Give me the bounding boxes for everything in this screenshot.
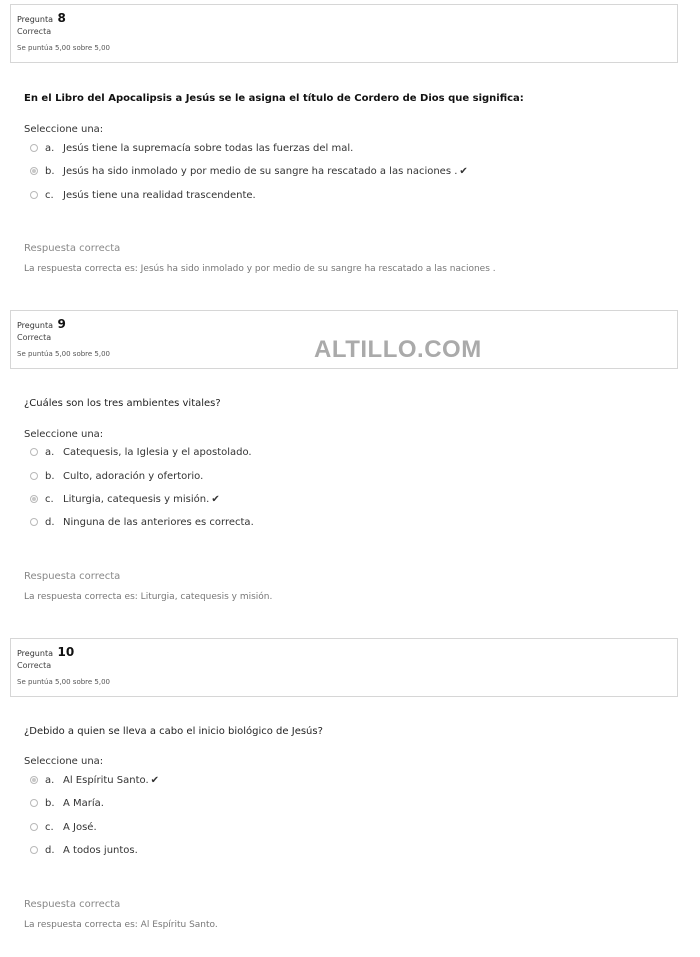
radio-button[interactable]: [30, 448, 38, 456]
option-letter: c.: [45, 493, 54, 505]
select-prompt: Seleccione una:: [24, 124, 104, 135]
select-prompt: Seleccione una:: [24, 756, 104, 767]
option-text: Jesús tiene la supremacía sobre todas las fuerzas del mal.: [63, 142, 354, 154]
radio-button-selected[interactable]: [30, 776, 38, 784]
option-letter: a.: [45, 774, 55, 786]
question-number-value: 8: [57, 11, 66, 25]
question-state: Correcta: [17, 661, 52, 670]
question-label: Pregunta: [17, 15, 53, 24]
question-8-info: [10, 4, 678, 63]
option-text: Al Espíritu Santo.: [63, 774, 149, 786]
question-label: Pregunta: [17, 321, 53, 330]
option-c[interactable]: [30, 820, 97, 834]
option-text: A José.: [63, 821, 97, 833]
question-grade: Se puntúa 5,00 sobre 5,00: [17, 678, 111, 686]
option-b[interactable]: [30, 164, 468, 178]
question-number: [17, 317, 677, 332]
select-prompt: Seleccione una:: [24, 429, 104, 440]
option-letter: a.: [45, 446, 55, 458]
option-letter: d.: [45, 844, 55, 856]
feedback-title: Respuesta correcta: [24, 243, 121, 254]
correct-check-icon: ✔: [211, 493, 220, 505]
option-letter: c.: [45, 189, 54, 201]
option-letter: c.: [45, 821, 54, 833]
question-state: Correcta: [17, 333, 52, 342]
correct-check-icon: ✔: [150, 774, 160, 786]
correct-check-icon: ✔: [459, 165, 468, 177]
radio-button[interactable]: [30, 518, 38, 526]
option-a[interactable]: [30, 445, 252, 459]
option-letter: b.: [45, 470, 55, 482]
option-text: Culto, adoración y ofertorio.: [63, 470, 204, 482]
option-letter: a.: [45, 142, 55, 154]
question-state: Correcta: [17, 27, 52, 36]
question-10-info: [10, 638, 678, 697]
option-text: Liturgia, catequesis y misión.: [63, 493, 210, 505]
radio-button[interactable]: [30, 799, 38, 807]
question-number: [17, 645, 677, 660]
option-c[interactable]: [30, 492, 220, 506]
option-d[interactable]: [30, 843, 138, 857]
option-a[interactable]: [30, 773, 159, 787]
feedback-title: Respuesta correcta: [24, 571, 121, 582]
radio-button-selected[interactable]: [30, 167, 38, 175]
question-label: Pregunta: [17, 649, 53, 658]
option-text: Jesús ha sido inmolado y por medio de su sangre ha rescatado a las naciones .: [63, 165, 458, 177]
question-grade: Se puntúa 5,00 sobre 5,00: [17, 44, 111, 52]
option-b[interactable]: [30, 796, 104, 810]
radio-button[interactable]: [30, 846, 38, 854]
option-text: Ninguna de las anteriores es correcta.: [63, 516, 254, 528]
option-letter: b.: [45, 797, 55, 809]
question-number-value: 10: [57, 645, 75, 659]
option-d[interactable]: [30, 515, 254, 529]
option-text: A María.: [63, 797, 104, 809]
question-number: [17, 11, 677, 26]
feedback-title: Respuesta correcta: [24, 899, 121, 910]
option-c[interactable]: [30, 188, 256, 202]
option-text: Catequesis, la Iglesia y el apostolado.: [63, 446, 252, 458]
radio-button[interactable]: [30, 144, 38, 152]
question-text: ¿Debido a quien se lleva a cabo el inicio biológico de Jesús?: [24, 726, 323, 737]
watermark: ALTILLO.COM: [314, 336, 482, 363]
question-text: En el Libro del Apocalipsis a Jesús se le asigna el título de Cordero de Dios que significa:: [24, 93, 524, 104]
option-letter: d.: [45, 516, 55, 528]
option-a[interactable]: [30, 141, 353, 155]
radio-button[interactable]: [30, 191, 38, 199]
question-grade: Se puntúa 5,00 sobre 5,00: [17, 350, 111, 358]
radio-button-selected[interactable]: [30, 495, 38, 503]
feedback-answer: La respuesta correcta es: Jesús ha sido inmolado y por medio de su sangre ha rescatado a las naciones .: [24, 264, 496, 274]
question-text: ¿Cuáles son los tres ambientes vitales?: [24, 398, 221, 409]
feedback-answer: La respuesta correcta es: Liturgia, catequesis y misión.: [24, 592, 273, 602]
feedback-answer: La respuesta correcta es: Al Espíritu Santo.: [24, 920, 218, 930]
option-text: A todos juntos.: [63, 844, 138, 856]
radio-button[interactable]: [30, 823, 38, 831]
option-b[interactable]: [30, 469, 203, 483]
option-letter: b.: [45, 165, 55, 177]
radio-button[interactable]: [30, 472, 38, 480]
question-number-value: 9: [57, 317, 66, 331]
option-text: Jesús tiene una realidad trascendente.: [63, 189, 256, 201]
